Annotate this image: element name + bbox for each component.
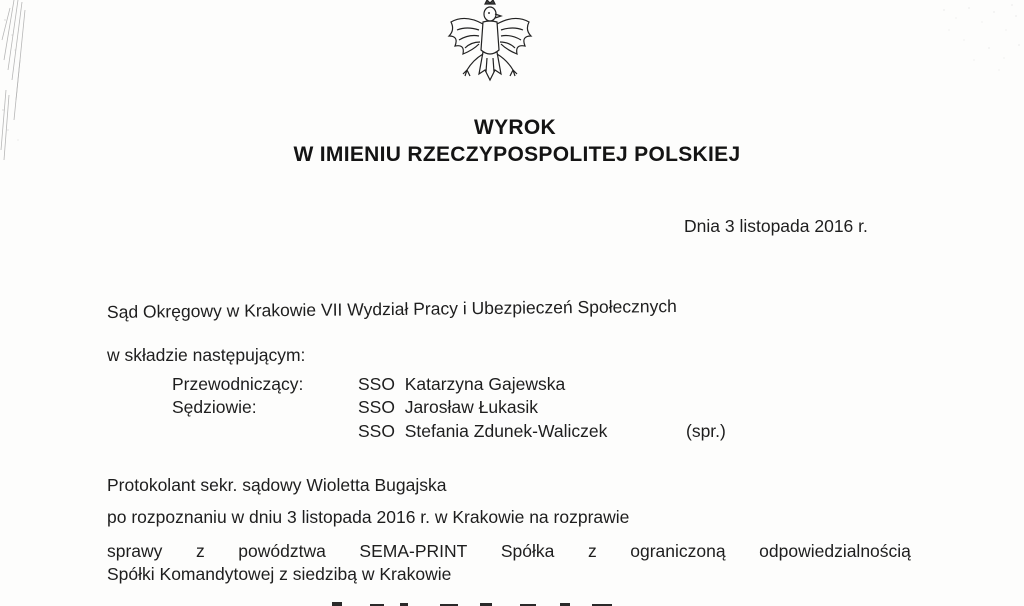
panel-name: Stefania Zdunek-Waliczek: [404, 421, 608, 441]
case-word: z: [195, 541, 205, 561]
panel-name: Katarzyna Gajewska: [404, 374, 566, 394]
judgment-date: Dnia 3 listopada 2016 r.: [684, 216, 868, 236]
case-word: z: [587, 541, 597, 561]
court-clerk: Protokolant sekr. sądowy Wioletta Bugajska: [107, 475, 447, 495]
case-description-line-2: Spółki Komandytowej z siedzibą w Krakowie: [107, 564, 452, 584]
panel-title: SSO: [358, 374, 395, 394]
panel-member-judge-1: [358, 397, 538, 418]
composition-label: w składzie następującym:: [107, 345, 306, 365]
case-description-line-1: [107, 541, 911, 562]
polish-eagle-emblem-icon: [445, 0, 535, 100]
panel-title: SSO: [358, 397, 395, 417]
case-word: odpowiedzialnością: [759, 541, 911, 561]
panel-name: Jarosław Łukasik: [404, 397, 538, 417]
hearing-info: po rozpoznaniu w dniu 3 listopada 2016 r. w Krakowie na rozprawie: [107, 507, 630, 527]
case-word: SEMA-PRINT: [359, 541, 468, 561]
panel-member-judge-2: [358, 421, 607, 442]
court-name: Sąd Okręgowy w Krakowie VII Wydział Pracy i Ubezpieczeń Społecznych: [106, 296, 677, 322]
panel-title: SSO: [358, 421, 395, 441]
rapporteur-note: (spr.): [686, 421, 726, 441]
case-word: powództwa: [238, 541, 326, 561]
case-word: ograniczoną: [630, 541, 726, 561]
document-subtitle: W IMIENIU RZECZYPOSPOLITEJ POLSKIEJ: [293, 143, 741, 166]
case-word: sprawy: [107, 541, 163, 561]
panel-member-presiding: [358, 374, 565, 395]
scan-noise-right: [934, 0, 1024, 80]
panel-role-presiding: Przewodniczący:: [172, 374, 304, 394]
case-word: Spółka: [500, 541, 555, 561]
panel-role-judges: Sędziowie:: [172, 397, 257, 417]
cut-off-text-fragment: [330, 596, 630, 606]
document-title: WYROK: [474, 116, 556, 139]
